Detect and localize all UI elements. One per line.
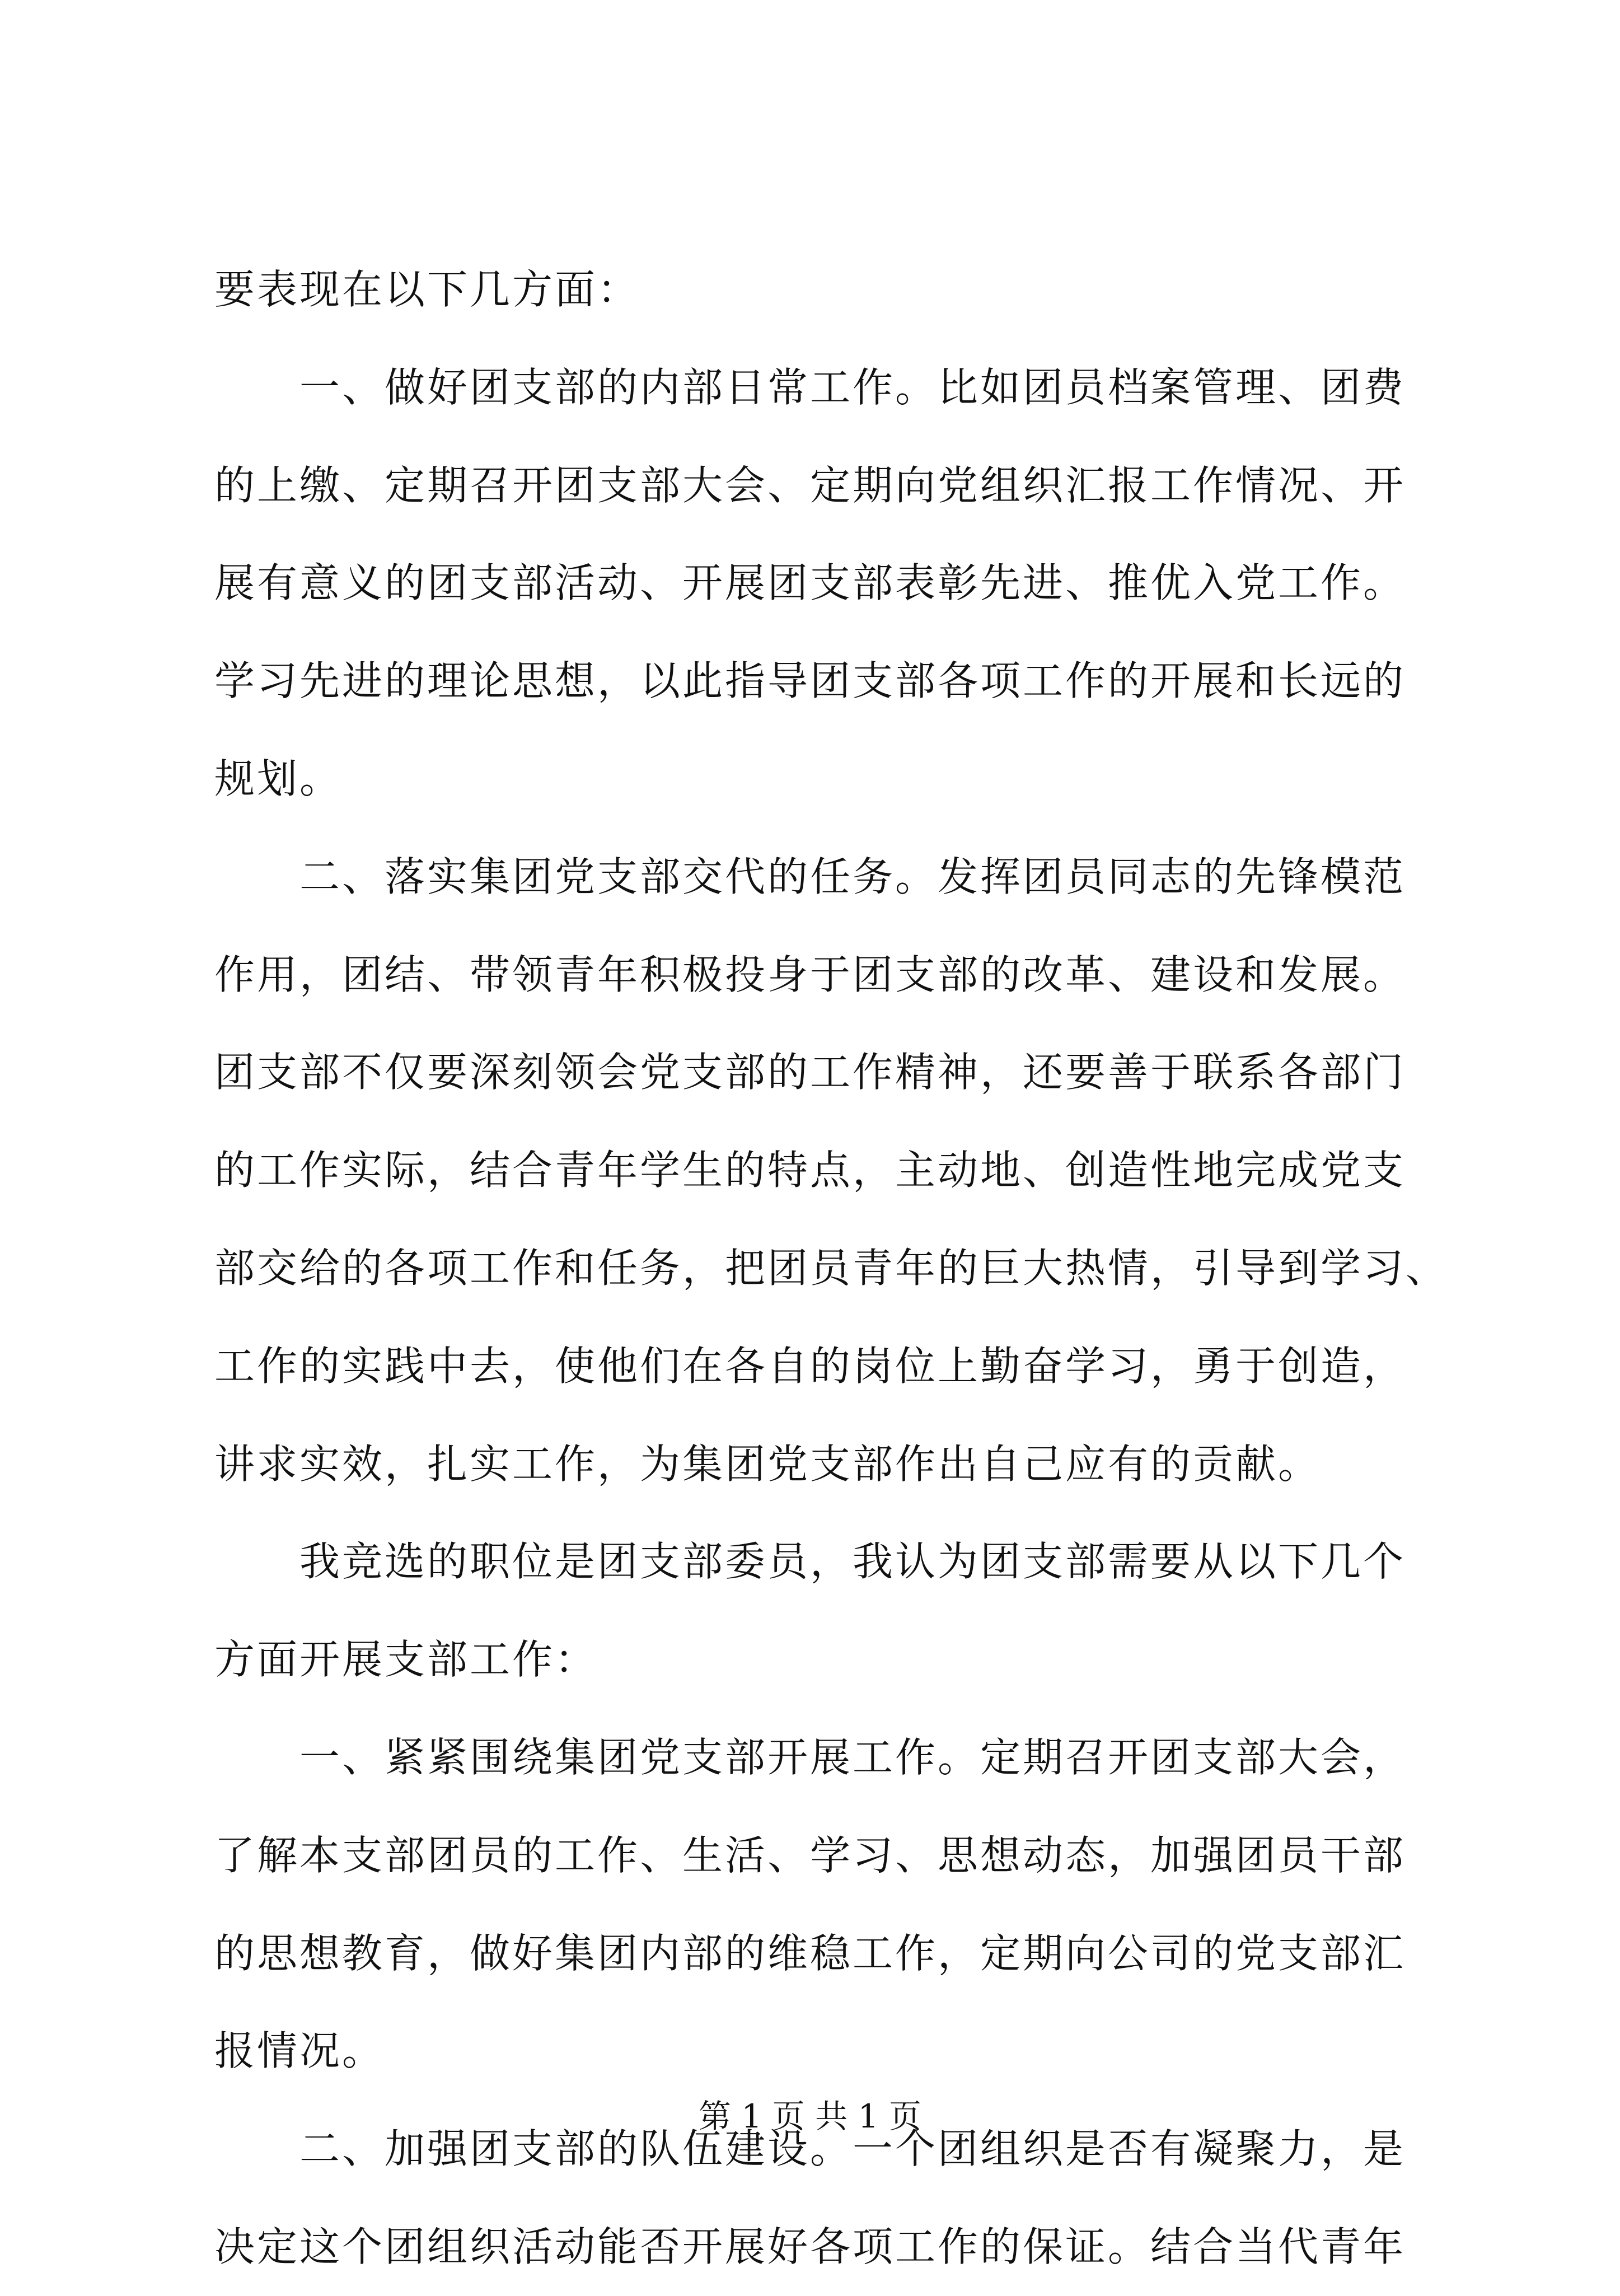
- text-line: 团支部不仅要深刻领会党支部的工作精神，还要善于联系各部门: [214, 1049, 1406, 1096]
- text-line: 的上缴、定期召开团支部大会、定期向党组织汇报工作情况、开: [214, 461, 1406, 509]
- text-line: 的思想教育，做好集团内部的维稳工作，定期向公司的党支部汇: [214, 1929, 1406, 1977]
- text-line: 一、紧紧围绕集团党支部开展工作。定期召开团支部大会，: [214, 1733, 1406, 1781]
- text-line: 我竞选的职位是团支部委员，我认为团支部需要从以下几个: [214, 1538, 1406, 1586]
- text-line: 要表现在以下几方面：: [214, 266, 640, 313]
- text-line: 二、落实集团党支部交代的任务。发挥团员同志的先锋模范: [214, 853, 1406, 900]
- text-line: 部交给的各项工作和任务，把团员青年的巨大热情，引导到学习、: [214, 1244, 1449, 1292]
- document-body: [214, 241, 1449, 2296]
- text-line: 展有意义的团支部活动、开展团支部表彰先进、推优入党工作。: [214, 559, 1406, 607]
- text-line: 作用，团结、带领青年积极投身于团支部的改革、建设和发展。: [214, 951, 1406, 998]
- text-line: 二、加强团支部的队伍建设。一个团组织是否有凝聚力，是: [214, 2125, 1406, 2173]
- text-line: 学习先进的理论思想，以此指导团支部各项工作的开展和长远的: [214, 657, 1406, 705]
- text-line: 规划。: [214, 755, 343, 802]
- text-line: 决定这个团组织活动能否开展好各项工作的保证。结合当代青年: [214, 2223, 1406, 2270]
- page-number-label: 第 1 页 共 1 页: [699, 2097, 921, 2135]
- text-line: 讲求实效，扎实工作，为集团党支部作出自己应有的贡献。: [214, 1440, 1321, 1488]
- page-footer: [0, 2094, 1620, 2139]
- text-line: 了解本支部团员的工作、生活、学习、思想动态，加强团员干部: [214, 1831, 1406, 1879]
- text-line: 方面开展支部工作：: [214, 1636, 598, 1684]
- text-line: 工作的实践中去，使他们在各自的岗位上勤奋学习，勇于创造，: [214, 1342, 1406, 1390]
- text-line: 一、做好团支部的内部日常工作。比如团员档案管理、团费: [214, 363, 1406, 411]
- text-line: 报情况。: [214, 2027, 385, 2075]
- text-line: 的工作实际，结合青年学生的特点，主动地、创造性地完成党支: [214, 1147, 1406, 1194]
